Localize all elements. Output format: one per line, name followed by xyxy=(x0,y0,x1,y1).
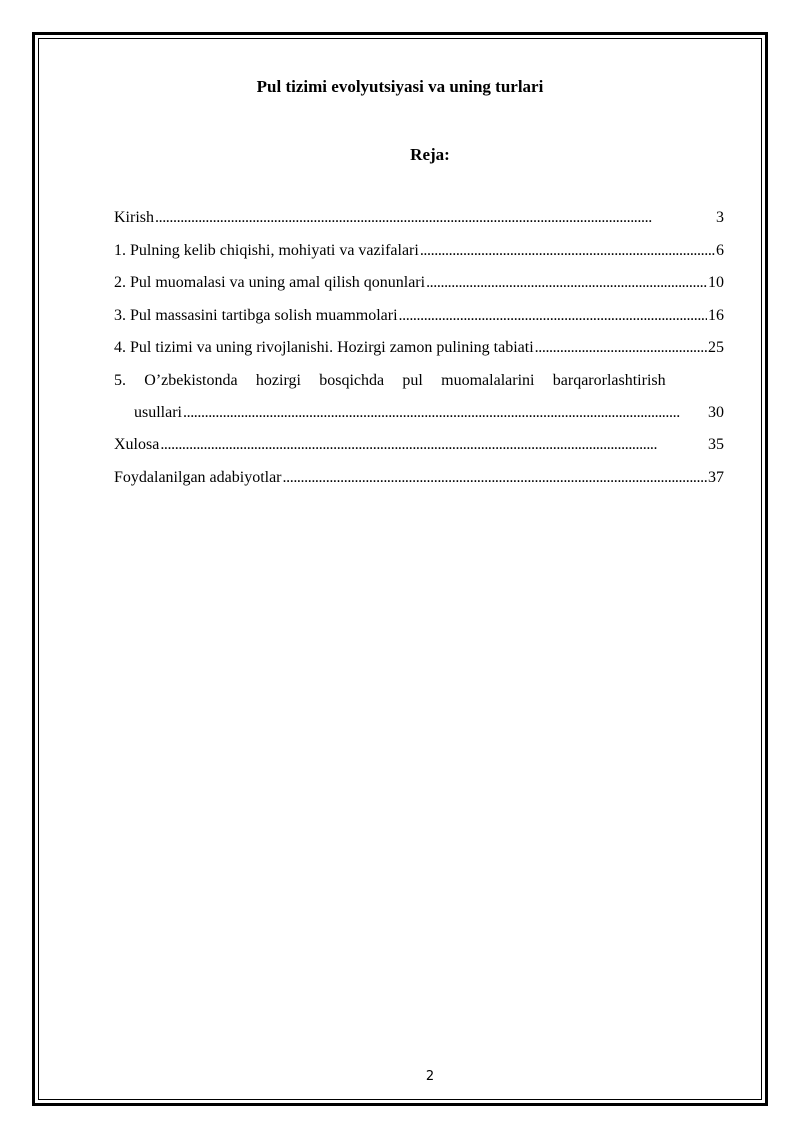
toc-dot-leader xyxy=(399,304,707,328)
toc-item-1[interactable] xyxy=(114,239,724,272)
toc-item-4[interactable] xyxy=(114,336,724,369)
toc-word: O’zbekistonda xyxy=(144,371,238,389)
toc-dot-leader xyxy=(535,336,707,360)
document-title: Pul tizimi evolyutsiyasi va uning turlari xyxy=(256,77,544,96)
toc-item-page: 25 xyxy=(708,339,724,356)
toc-item-2[interactable] xyxy=(114,271,724,304)
toc-dot-leader xyxy=(420,239,715,263)
toc-dot-leader xyxy=(160,433,707,457)
toc-item-label: 4. Pul tizimi va uning rivojlanishi. Hozirgi zamon pulining tabiati xyxy=(114,339,534,356)
toc-dot-leader xyxy=(426,271,707,295)
toc-item-page: 3 xyxy=(716,209,724,226)
toc-item-page: 16 xyxy=(708,306,724,324)
toc-item-introduction[interactable] xyxy=(114,206,724,239)
toc-item-label: Kirish xyxy=(114,209,154,226)
toc-word: 5. xyxy=(114,371,126,389)
toc-item-3[interactable] xyxy=(114,304,724,337)
toc-item-label-line-2 xyxy=(114,401,724,434)
toc-item-page: 37 xyxy=(708,468,724,486)
toc-word: hozirgi xyxy=(255,371,301,389)
toc-item-label: 2. Pul muomalasi va uning amal qilish qonunlari xyxy=(114,274,426,291)
table-of-contents xyxy=(114,206,724,498)
toc-word: pul xyxy=(402,371,423,389)
toc-item-conclusion[interactable] xyxy=(114,433,724,466)
toc-item-page: 35 xyxy=(708,436,724,453)
toc-item-label-line-1 xyxy=(114,369,724,401)
toc-item-5[interactable] xyxy=(114,369,724,434)
toc-item-label: Xulosa xyxy=(114,436,160,453)
page-border-inner xyxy=(38,38,762,1100)
toc-item-label: 3. Pul massasini tartibga solish muammolari xyxy=(114,306,398,324)
toc-item-label: 1. Pulning kelib chiqishi, mohiyati va vazifalari xyxy=(114,241,419,259)
toc-item-label: usullari xyxy=(134,403,182,421)
toc-word: bosqichda xyxy=(319,371,385,389)
toc-item-page: 30 xyxy=(708,403,724,421)
toc-item-label: Foydalanilgan adabiyotlar xyxy=(114,468,282,486)
toc-dot-leader xyxy=(183,401,707,425)
toc-item-page: 10 xyxy=(708,274,724,291)
toc-item-page: 6 xyxy=(716,241,724,259)
toc-word: barqarorlashtirish xyxy=(552,371,666,389)
page-number: 2 xyxy=(425,1069,435,1084)
toc-dot-leader xyxy=(283,466,707,490)
toc-item-references[interactable] xyxy=(114,466,724,499)
plan-heading: Reja: xyxy=(410,145,450,164)
toc-dot-leader xyxy=(155,206,715,230)
toc-word: muomalalarini xyxy=(441,371,535,389)
